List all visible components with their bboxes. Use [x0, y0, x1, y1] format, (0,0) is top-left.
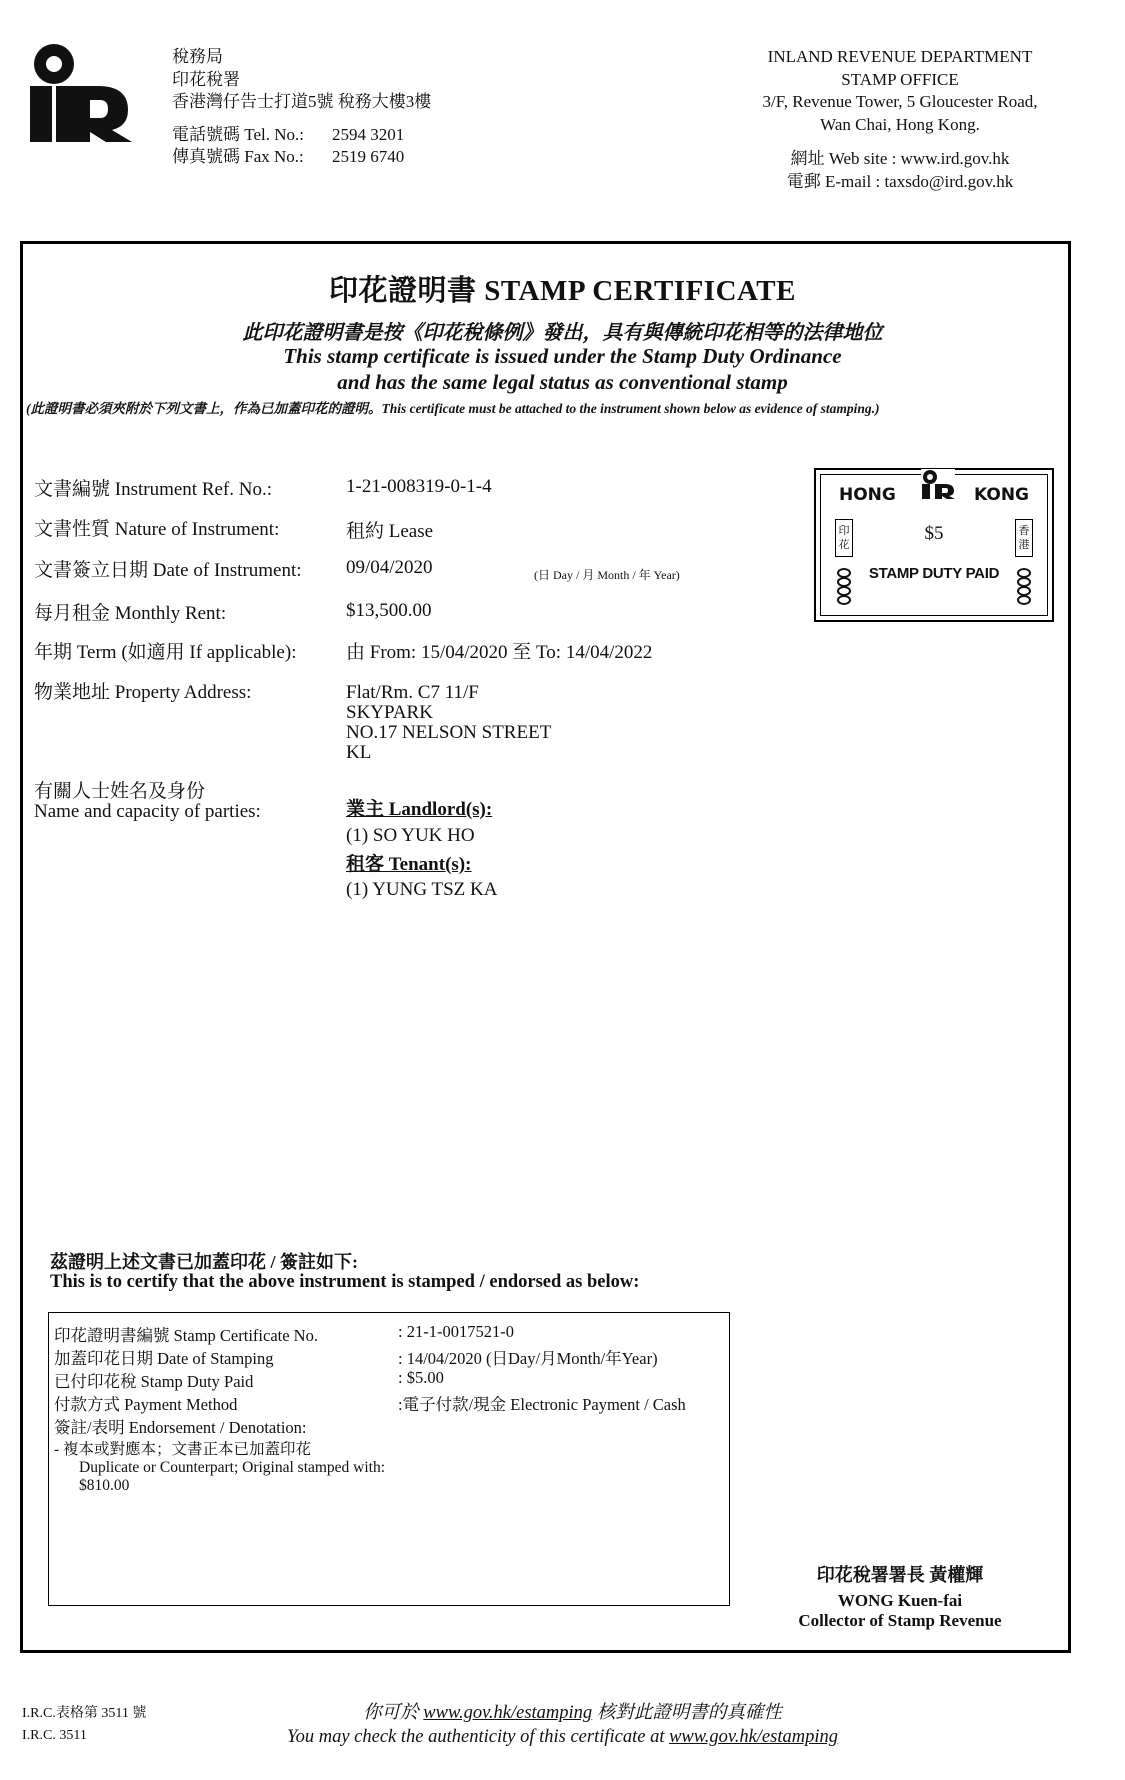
stamp-ornament-icon [836, 567, 852, 607]
cert-no-value: : 21-1-0017521-0 [398, 1322, 514, 1341]
endorsement-en: Duplicate or Counterpart; Original stamped with: [79, 1459, 386, 1476]
address-en-line1: 3/F, Revenue Tower, 5 Gloucester Road, [762, 92, 1038, 111]
stamp-ird-logo [921, 469, 955, 499]
stamp-amount: $5 [924, 523, 944, 544]
intro-zh: 此印花證明書是按《印花稅條例》發出，具有與傳統印花相等的法律地位 [242, 322, 883, 344]
term-label: 年期 Term (如適用 If applicable): [34, 642, 297, 663]
stamping-date-value: : 14/04/2020 (日Day/月Month/年Year) [398, 1349, 658, 1368]
tel-value: 2594 3201 [332, 124, 405, 144]
ird-logo [28, 42, 132, 142]
form-number-zh: I.R.C.表格第 3511 號 [22, 1706, 147, 1721]
office-name-zh: 印花稅署 [172, 69, 240, 89]
collector-title-en: Collector of Stamp Revenue [798, 1611, 1002, 1630]
ref-value: 1-21-008319-0-1-4 [346, 476, 492, 497]
nature-value: 租約 Lease [346, 521, 434, 542]
stamp-seal-left: 印花 [835, 519, 853, 557]
ref-label: 文書編號 Instrument Ref. No.: [34, 479, 273, 500]
intro-en-line2: and has the same legal status as conventional stamp [337, 370, 788, 394]
certify-statement-en: This is to certify that the above instrument is stamped / endorsed as below: [50, 1272, 640, 1292]
certify-statement-zh: 茲證明上述文書已加蓋印花 / 簽註如下: [50, 1252, 358, 1272]
dept-name-zh: 稅務局 [172, 47, 223, 66]
address-en-line2: Wan Chai, Hong Kong. [820, 114, 980, 134]
parties-label-zh: 有關人士姓名及身份 [34, 781, 206, 802]
address-line: NO.17 NELSON STREET [346, 722, 552, 743]
address-line: SKYPARK [346, 702, 433, 723]
property-address [346, 683, 551, 763]
address-label: 物業地址 Property Address: [34, 682, 252, 703]
stamp-seal-right: 香港 [1015, 519, 1033, 557]
verify-en-pre: You may check the authenticity of this certificate at [287, 1727, 670, 1747]
estamping-link[interactable]: www.gov.hk/estamping [423, 1703, 593, 1723]
fax-value: 2519 6740 [332, 147, 405, 166]
duty-paid-value: : $5.00 [398, 1368, 444, 1387]
duty-paid-label: 已付印花稅 Stamp Duty Paid [54, 1372, 254, 1391]
form-number-en: I.R.C. 3511 [22, 1728, 87, 1743]
attachment-note: (此證明書必須夾附於下列文書上，作為已加蓋印花的證明。This certificate must be attached to the instrument shown below as evidence of stamping.) [26, 401, 880, 416]
verify-zh-pre: 你可於 [363, 1703, 424, 1723]
office-name-en: STAMP OFFICE [841, 69, 959, 89]
rent-value: $13,500.00 [346, 600, 432, 621]
stamp-duty-paid-stamp [814, 468, 1054, 622]
cert-no-label: 印花證明書編號 Stamp Certificate No. [54, 1326, 318, 1345]
certificate-title: 印花證明書 STAMP CERTIFICATE [328, 275, 796, 307]
stamp-paid-text: STAMP DUTY PAID [868, 565, 1000, 582]
stamp-kong: KONG [973, 485, 1029, 505]
verify-note-en [0, 1727, 1125, 1748]
stamp-hong: HONG [839, 485, 896, 505]
date-value: 09/04/2020 [346, 557, 433, 578]
verify-note-zh [0, 1698, 1125, 1724]
payment-method-value: :電子付款/現金 Electronic Payment / Cash [398, 1395, 686, 1414]
endorsement-text [54, 1441, 385, 1495]
address-line: Flat/Rm. C7 11/F [346, 682, 479, 703]
tenant-name: (1) YUNG TSZ KA [346, 879, 498, 900]
collector-name: WONG Kuen-fai [837, 1591, 963, 1610]
payment-method-label: 付款方式 Payment Method [54, 1395, 238, 1414]
date-format-hint: (日 Day / 月 Month / 年 Year) [534, 568, 680, 582]
dept-name-en: INLAND REVENUE DEPARTMENT [767, 47, 1033, 66]
tenant-label: 租客 Tenant(s): [346, 854, 472, 875]
term-value: 由 From: 15/04/2020 至 To: 14/04/2022 [346, 642, 653, 663]
nature-label: 文書性質 Nature of Instrument: [34, 519, 280, 540]
collector-title-zh: 印花稅署署長 黃權輝 [816, 1565, 984, 1585]
stamp-ornament-icon [1016, 567, 1032, 607]
estamping-link-en[interactable]: www.gov.hk/estamping [669, 1727, 838, 1747]
endorsement-zh: - 複本或對應本；文書正本已加蓋印花 [54, 1441, 312, 1458]
rent-label: 每月租金 Monthly Rent: [34, 603, 227, 624]
stamping-date-label: 加蓋印花日期 Date of Stamping [54, 1349, 274, 1368]
endorsement-amount: $810.00 [79, 1477, 130, 1494]
parties-label [34, 782, 261, 822]
email: 電郵 E-mail : taxsdo@ird.gov.hk [786, 171, 1014, 191]
fax-label: 傳真號碼 Fax No.: [172, 147, 304, 166]
address-zh: 香港灣仔告士打道5號 稅務大樓3樓 [172, 92, 432, 111]
tel-label: 電話號碼 Tel. No.: [172, 124, 304, 144]
landlord-name: (1) SO YUK HO [346, 825, 475, 846]
intro-en-line1: This stamp certificate is issued under the Stamp Duty Ordinance [283, 344, 842, 368]
date-label: 文書簽立日期 Date of Instrument: [34, 560, 302, 581]
office-address-zh [172, 46, 431, 169]
address-line: KL [346, 742, 372, 763]
landlord-label: 業主 Landlord(s): [346, 799, 493, 820]
verify-zh-post: 核對此證明書的真確性 [592, 1703, 782, 1723]
website: 網址 Web site : www.ird.gov.hk [790, 149, 1010, 168]
parties-label-en: Name and capacity of parties: [34, 801, 261, 822]
office-address-en [700, 46, 1100, 193]
endorsement-label: 簽註/表明 Endorsement / Denotation: [54, 1418, 307, 1437]
